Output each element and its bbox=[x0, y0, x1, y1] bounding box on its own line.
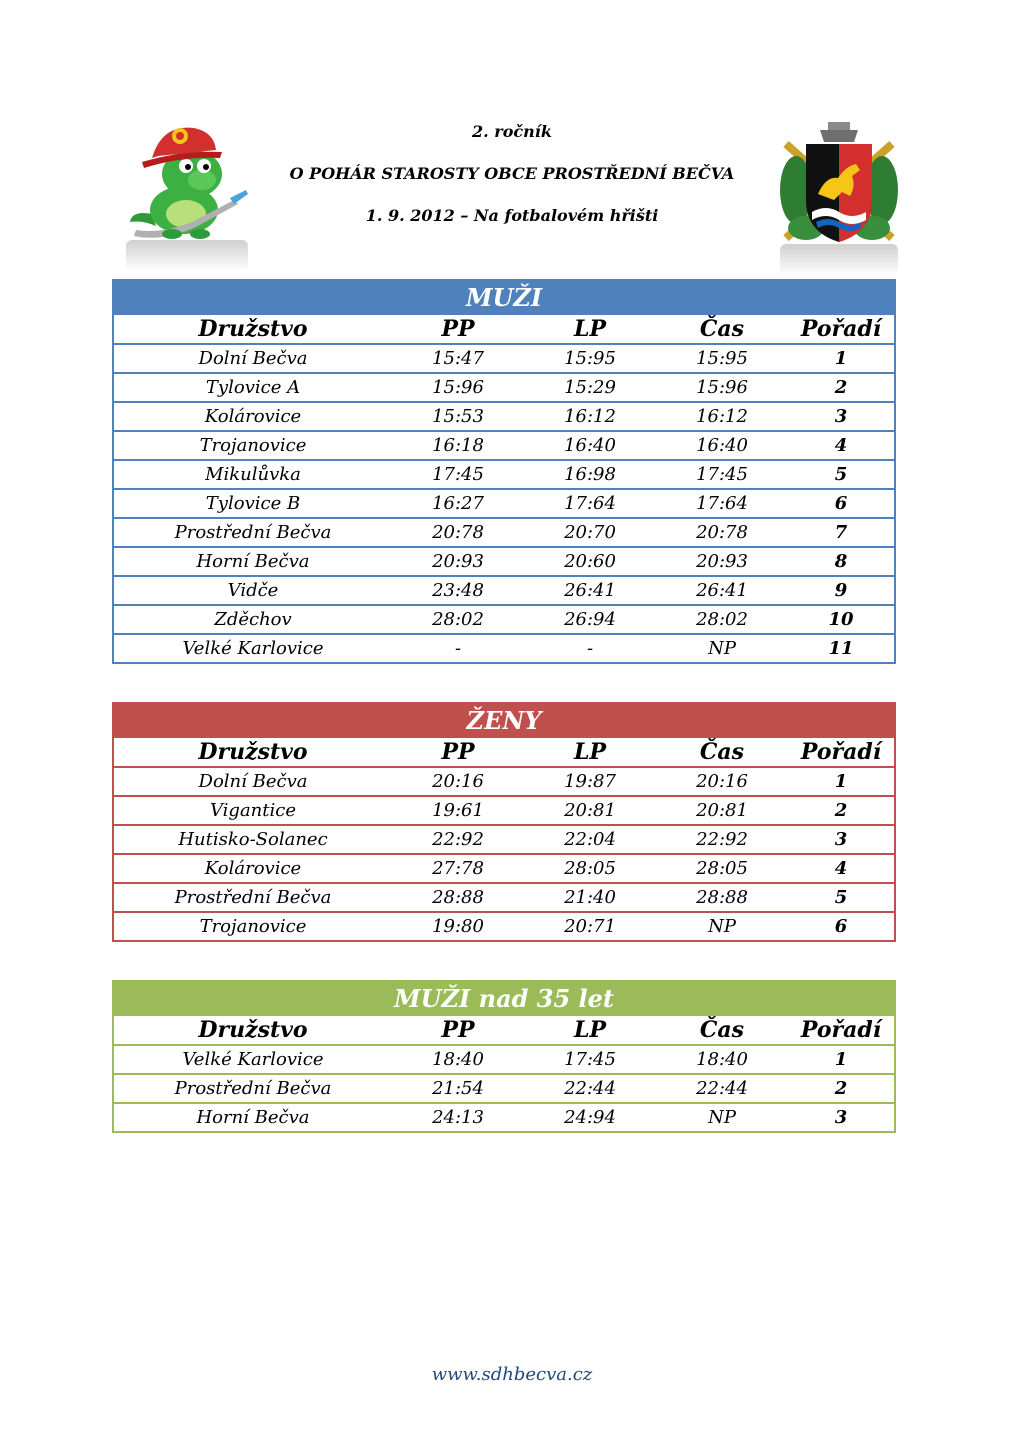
competition-title: O POHÁR STAROSTY OBCE PROSTŘEDNÍ BEČVA bbox=[289, 164, 735, 183]
edition-label: 2. ročník bbox=[472, 122, 552, 141]
rank-cell: 3 bbox=[788, 825, 894, 854]
team-cell: Prostřední Bečva bbox=[114, 883, 392, 912]
team-cell: Dolní Bečva bbox=[114, 344, 392, 373]
team-cell: Kolárovice bbox=[114, 402, 392, 431]
header-row bbox=[114, 738, 894, 767]
pp-cell: 18:40 bbox=[392, 1045, 524, 1074]
lp-cell: 19:87 bbox=[524, 767, 656, 796]
pp-cell: 27:78 bbox=[392, 854, 524, 883]
team-cell: Tylovice A bbox=[114, 373, 392, 402]
table-row bbox=[114, 825, 894, 854]
pp-cell: - bbox=[392, 634, 524, 662]
team-cell: Zděchov bbox=[114, 605, 392, 634]
time-cell: 15:95 bbox=[656, 344, 788, 373]
pp-cell: 28:02 bbox=[392, 605, 524, 634]
rank-cell: 9 bbox=[788, 576, 894, 605]
time-cell: 17:45 bbox=[656, 460, 788, 489]
table-muzi-35 bbox=[112, 980, 896, 1133]
lp-cell: 16:98 bbox=[524, 460, 656, 489]
time-cell: NP bbox=[656, 1103, 788, 1131]
fire-brigade-emblem-icon bbox=[776, 120, 902, 275]
col-header-time: Čas bbox=[699, 739, 745, 765]
time-cell: 15:96 bbox=[656, 373, 788, 402]
rank-cell: 8 bbox=[788, 547, 894, 576]
lp-cell: 17:45 bbox=[524, 1045, 656, 1074]
table-row bbox=[114, 1103, 894, 1131]
header-row bbox=[114, 1016, 894, 1045]
time-cell: 28:02 bbox=[656, 605, 788, 634]
lp-cell: 17:64 bbox=[524, 489, 656, 518]
pp-cell: 16:27 bbox=[392, 489, 524, 518]
pp-cell: 19:80 bbox=[392, 912, 524, 940]
pp-cell: 20:93 bbox=[392, 547, 524, 576]
pp-cell: 23:48 bbox=[392, 576, 524, 605]
pp-cell: 15:96 bbox=[392, 373, 524, 402]
table-zeny bbox=[112, 702, 896, 942]
team-cell: Trojanovice bbox=[114, 912, 392, 940]
team-cell: Horní Bečva bbox=[114, 1103, 392, 1131]
col-header-lp: LP bbox=[573, 316, 606, 342]
team-cell: Vigantice bbox=[114, 796, 392, 825]
time-cell: 22:92 bbox=[656, 825, 788, 854]
time-cell: 18:40 bbox=[656, 1045, 788, 1074]
time-cell: 20:81 bbox=[656, 796, 788, 825]
team-cell: Trojanovice bbox=[114, 431, 392, 460]
lp-cell: 16:12 bbox=[524, 402, 656, 431]
time-cell: 28:05 bbox=[656, 854, 788, 883]
pp-cell: 15:47 bbox=[392, 344, 524, 373]
table-row bbox=[114, 796, 894, 825]
rank-cell: 6 bbox=[788, 912, 894, 940]
rank-cell: 5 bbox=[788, 883, 894, 912]
rank-cell: 3 bbox=[788, 402, 894, 431]
table-row bbox=[114, 431, 894, 460]
team-cell: Horní Bečva bbox=[114, 547, 392, 576]
col-header-team: Družstvo bbox=[198, 739, 308, 765]
lp-cell: 16:40 bbox=[524, 431, 656, 460]
team-cell: Prostřední Bečva bbox=[114, 1074, 392, 1103]
table-row bbox=[114, 576, 894, 605]
rank-cell: 4 bbox=[788, 431, 894, 460]
rank-cell: 1 bbox=[788, 1045, 894, 1074]
pp-cell: 20:16 bbox=[392, 767, 524, 796]
col-header-pp: PP bbox=[441, 316, 475, 342]
table-row bbox=[114, 402, 894, 431]
table-muzi bbox=[112, 279, 896, 664]
team-cell: Velké Karlovice bbox=[114, 634, 392, 662]
lp-cell: 20:70 bbox=[524, 518, 656, 547]
pp-cell: 22:92 bbox=[392, 825, 524, 854]
lp-cell: 20:71 bbox=[524, 912, 656, 940]
table-row bbox=[114, 605, 894, 634]
time-cell: 20:78 bbox=[656, 518, 788, 547]
col-header-time: Čas bbox=[699, 316, 745, 342]
time-cell: 16:40 bbox=[656, 431, 788, 460]
date-location: 1. 9. 2012 – Na fotbalovém hřišti bbox=[365, 206, 659, 225]
table-title: ŽENY bbox=[114, 704, 894, 738]
team-cell: Velké Karlovice bbox=[114, 1045, 392, 1074]
rank-cell: 4 bbox=[788, 854, 894, 883]
dragon-firefighter-icon bbox=[122, 122, 250, 272]
team-cell: Kolárovice bbox=[114, 854, 392, 883]
pp-cell: 15:53 bbox=[392, 402, 524, 431]
table-row bbox=[114, 767, 894, 796]
table-row bbox=[114, 854, 894, 883]
col-header-pp: PP bbox=[441, 739, 475, 765]
team-cell: Vidče bbox=[114, 576, 392, 605]
table-row bbox=[114, 634, 894, 662]
col-header-pp: PP bbox=[441, 1017, 475, 1043]
time-cell: 22:44 bbox=[656, 1074, 788, 1103]
rank-cell: 5 bbox=[788, 460, 894, 489]
table-row bbox=[114, 912, 894, 940]
lp-cell: 24:94 bbox=[524, 1103, 656, 1131]
rank-cell: 2 bbox=[788, 373, 894, 402]
table-title: MUŽI nad 35 let bbox=[114, 982, 894, 1016]
lp-cell: - bbox=[524, 634, 656, 662]
time-cell: NP bbox=[656, 634, 788, 662]
col-header-rank: Pořadí bbox=[800, 316, 882, 342]
lp-cell: 15:29 bbox=[524, 373, 656, 402]
rank-cell: 6 bbox=[788, 489, 894, 518]
pp-cell: 28:88 bbox=[392, 883, 524, 912]
rank-cell: 2 bbox=[788, 1074, 894, 1103]
col-header-team: Družstvo bbox=[198, 316, 308, 342]
lp-cell: 28:05 bbox=[524, 854, 656, 883]
col-header-time: Čas bbox=[699, 1017, 745, 1043]
pp-cell: 17:45 bbox=[392, 460, 524, 489]
table-row bbox=[114, 460, 894, 489]
lp-cell: 21:40 bbox=[524, 883, 656, 912]
rank-cell: 11 bbox=[788, 634, 894, 662]
col-header-team: Družstvo bbox=[198, 1017, 308, 1043]
table-row bbox=[114, 883, 894, 912]
results-table bbox=[114, 1016, 894, 1131]
pp-cell: 16:18 bbox=[392, 431, 524, 460]
table-row bbox=[114, 373, 894, 402]
time-cell: 20:16 bbox=[656, 767, 788, 796]
table-row bbox=[114, 518, 894, 547]
header-row bbox=[114, 315, 894, 344]
pp-cell: 20:78 bbox=[392, 518, 524, 547]
lp-cell: 26:41 bbox=[524, 576, 656, 605]
time-cell: 17:64 bbox=[656, 489, 788, 518]
time-cell: 26:41 bbox=[656, 576, 788, 605]
results-table bbox=[114, 315, 894, 662]
col-header-rank: Pořadí bbox=[800, 1017, 882, 1043]
website-link[interactable]: www.sdhbecva.cz bbox=[431, 1364, 593, 1385]
lp-cell: 15:95 bbox=[524, 344, 656, 373]
lp-cell: 22:44 bbox=[524, 1074, 656, 1103]
time-cell: 28:88 bbox=[656, 883, 788, 912]
rank-cell: 1 bbox=[788, 767, 894, 796]
table-row bbox=[114, 547, 894, 576]
results-table bbox=[114, 738, 894, 940]
team-cell: Hutisko-Solanec bbox=[114, 825, 392, 854]
col-header-lp: LP bbox=[573, 739, 606, 765]
lp-cell: 20:60 bbox=[524, 547, 656, 576]
table-row bbox=[114, 489, 894, 518]
pp-cell: 21:54 bbox=[392, 1074, 524, 1103]
lp-cell: 22:04 bbox=[524, 825, 656, 854]
col-header-rank: Pořadí bbox=[800, 739, 882, 765]
team-cell: Prostřední Bečva bbox=[114, 518, 392, 547]
table-title: MUŽI bbox=[114, 281, 894, 315]
table-row bbox=[114, 1074, 894, 1103]
lp-cell: 20:81 bbox=[524, 796, 656, 825]
table-row bbox=[114, 1045, 894, 1074]
rank-cell: 1 bbox=[788, 344, 894, 373]
pp-cell: 19:61 bbox=[392, 796, 524, 825]
pp-cell: 24:13 bbox=[392, 1103, 524, 1131]
rank-cell: 10 bbox=[788, 605, 894, 634]
rank-cell: 3 bbox=[788, 1103, 894, 1131]
rank-cell: 2 bbox=[788, 796, 894, 825]
team-cell: Dolní Bečva bbox=[114, 767, 392, 796]
team-cell: Tylovice B bbox=[114, 489, 392, 518]
lp-cell: 26:94 bbox=[524, 605, 656, 634]
time-cell: 20:93 bbox=[656, 547, 788, 576]
time-cell: NP bbox=[656, 912, 788, 940]
rank-cell: 7 bbox=[788, 518, 894, 547]
table-row bbox=[114, 344, 894, 373]
time-cell: 16:12 bbox=[656, 402, 788, 431]
col-header-lp: LP bbox=[573, 1017, 606, 1043]
team-cell: Mikulůvka bbox=[114, 460, 392, 489]
